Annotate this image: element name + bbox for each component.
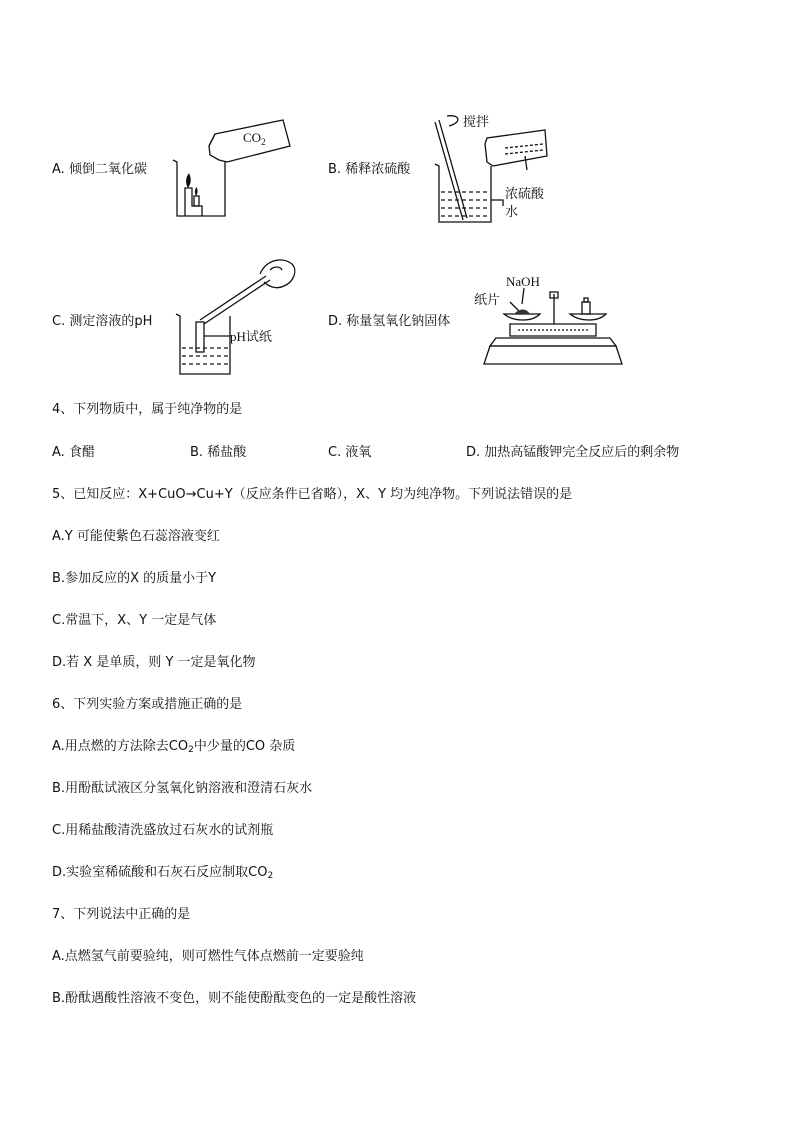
co2-label: $CO_2$ [243,130,266,147]
q6-stem: 6、下列实验方案或措施正确的是 [52,697,243,712]
q5-option-b: B.参加反应的X 的质量小于Y [52,571,217,586]
q5-option-d: D.若 X 是单质，则 Y 一定是氧化物 [52,655,256,670]
q3-option-a: A. 倾倒二氧化碳 [52,162,147,177]
q5-stem: 5、已知反应：X+CuO→Cu+Y（反应条件已省略），X、Y 均为纯净物。下列说法错误的是 [52,487,573,502]
figure-pour-co2 [165,110,295,222]
q6-option-d: D.实验室稀硫酸和石灰石反应制取$CO_2$ [52,865,274,881]
ph-paper-label: pH试纸 [230,329,272,344]
q5-option-c: C.常温下，X、Y 一定是气体 [52,613,217,628]
figure-measure-ph [170,250,320,380]
q4-option-c: C. 液氧 [328,445,372,460]
q6-option-c: C.用稀盐酸清洗盛放过石灰水的试剂瓶 [52,823,274,838]
q6-option-a: A.用点燃的方法除去$CO_2$中少量的CO 杂质 [52,739,296,755]
q3-option-d: D. 称量氢氧化钠固体 [328,314,451,329]
paper-piece-label: 纸片 [474,292,501,307]
naoh-label: NaOH [506,274,540,289]
q4-option-d: D. 加热高锰酸钾完全反应后的剩余物 [466,445,680,460]
q7-option-a: A.点燃氢气前要验纯，则可燃性气体点燃前一定要验纯 [52,949,364,964]
water-label: 水 [505,204,519,219]
stir-label: 搅拌 [463,114,490,129]
acid-label: 浓硫酸 [505,186,545,201]
q5-option-a: A.Y 可能使紫色石蕊溶液变红 [52,529,220,544]
figure-weigh-naoh [470,272,630,372]
q4-option-b: B. 稀盐酸 [190,445,247,460]
figure-dilute-acid [425,108,560,228]
q3-option-b: B. 稀释浓硫酸 [328,162,411,177]
q6-option-b: B.用酚酞试液区分氢氧化钠溶液和澄清石灰水 [52,781,313,796]
q4-stem: 4、下列物质中，属于纯净物的是 [52,402,243,417]
q7-stem: 7、下列说法中正确的是 [52,907,191,922]
q7-option-b: B.酚酞遇酸性溶液不变色，则不能使酚酞变色的一定是酸性溶液 [52,991,417,1006]
q4-option-a: A. 食醋 [52,445,95,460]
q3-option-c: C. 测定溶液的pH [52,314,153,329]
